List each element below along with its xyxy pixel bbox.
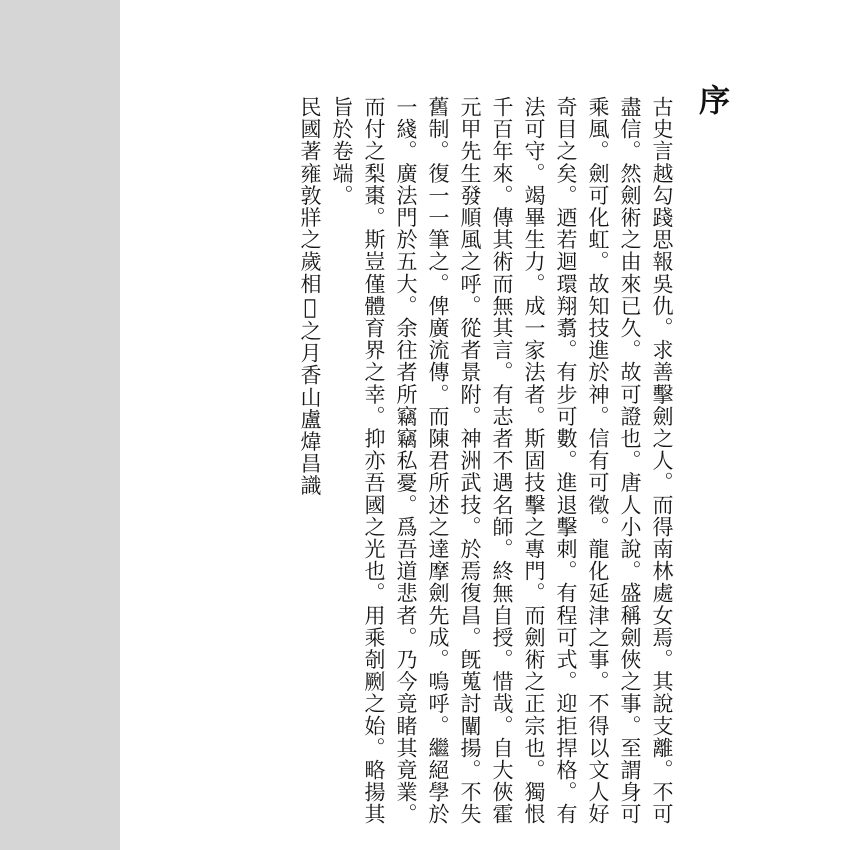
page-title: 序	[693, 84, 729, 115]
preface-paragraph: 古史言越勾踐思報吳仇。求善擊劍之人。而得南林處女焉。其說支離。不可盡信。然劍術之由來已久。故可證也。唐人小說。盛稱劍俠之事。至謂身可乘風。劍可化虹。故知技進於神。信有可徵。龍化延津之事。不得以文人好奇目之矣。迺若迴環翔翥。有步可數。進退擊刺。有程可式。迎拒捍格。有法可守。竭畢生力。成一家法者。斯固技擊之專門。而劍術之正宗也。獨恨千百年來。傳其術而無其言。有志者不遇名師。終無自授。惜哉。自大俠霍元甲先生發順風之呼。從者景附。神洲武技。於焉復昌。旣蒐討闡揚。不失舊制。復一一筆之。俾廣流傳。而陳君所述之達摩劍先成。嗚呼。繼絕學於一綫。廣法門於五大。余往者所竊竊私憂。爲吾道悲者。乃今竟睹其竟業。而付之梨棗。斯豈僅體育界之幸。抑亦吾國之光也。用乘剞劂之始。略揚其旨於卷端。	[330, 96, 674, 826]
preface-body	[298, 96, 678, 826]
preface-signature: 民國著雍敦牂之歲相𤍑之月香山盧煒昌識	[298, 96, 322, 497]
page	[120, 0, 850, 850]
